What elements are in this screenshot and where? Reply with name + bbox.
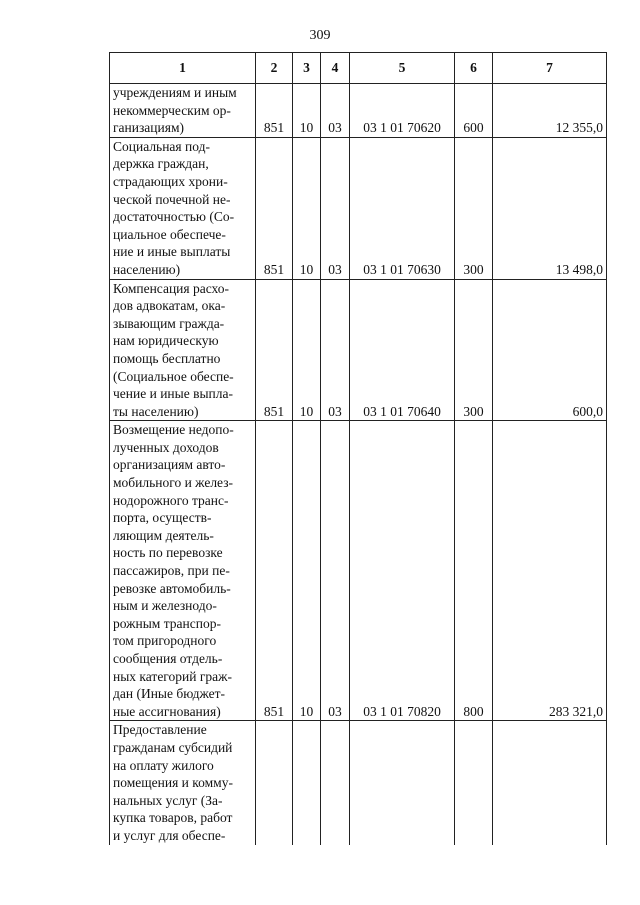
description-line: учреждениям и иным [113, 85, 237, 100]
row-admin-code [256, 721, 293, 845]
description-line: ганизациям) [113, 120, 185, 136]
description-line: и услуг для обеспе- [113, 827, 226, 843]
row-target-article: 03 1 01 70820 [350, 421, 455, 721]
table-row [110, 84, 607, 138]
description-line: помощь бесплатно [113, 350, 221, 366]
table-row [110, 721, 607, 845]
description-line: Предоставление [113, 722, 207, 738]
row-description [110, 84, 256, 138]
description-line: ревозке автомобиль- [113, 580, 231, 596]
row-target-article: 03 1 01 70620 [350, 84, 455, 138]
description-line: циальное обеспече- [113, 226, 226, 242]
row-expense-type: 600 [455, 84, 493, 138]
description-line: некоммерческим ор- [113, 102, 231, 118]
table-row [110, 279, 607, 421]
row-amount: 13 498,0 [493, 137, 607, 279]
description-line: ность по перевозке [113, 545, 223, 561]
description-line: (Социальное обеспе- [113, 368, 234, 384]
description-line: помещения и комму- [113, 775, 233, 791]
description-line: чение и иные выпла- [113, 386, 233, 402]
row-expense-type [455, 721, 493, 845]
description-line: том пригородного [113, 633, 217, 649]
description-line: ные ассигнования) [113, 703, 221, 719]
row-subsection-code: 03 [321, 137, 350, 279]
description-line: дов адвокатам, ока- [113, 298, 226, 314]
description-line: ние и иные выплаты [113, 244, 231, 260]
row-target-article: 03 1 01 70640 [350, 279, 455, 421]
row-amount: 283 321,0 [493, 421, 607, 721]
row-admin-code: 851 [256, 279, 293, 421]
description-line: ных категорий граж- [113, 668, 232, 684]
description-line: нам юридическую [113, 333, 219, 349]
row-expense-type: 800 [455, 421, 493, 721]
header-col-5: 5 [350, 53, 455, 84]
row-subsection-code: 03 [321, 84, 350, 138]
table-row [110, 421, 607, 721]
description-line: ляющим деятель- [113, 527, 214, 543]
row-subsection-code [321, 721, 350, 845]
header-col-7: 7 [493, 53, 607, 84]
description-line: дан (Иные бюджет- [113, 686, 226, 702]
row-expense-type: 300 [455, 279, 493, 421]
header-col-4: 4 [321, 53, 350, 84]
row-target-article [350, 721, 455, 845]
row-section-code [293, 721, 321, 845]
description-line: на оплату жилого [113, 757, 214, 773]
row-amount [493, 721, 607, 845]
row-description [110, 137, 256, 279]
description-line: держка граждан, [113, 156, 209, 172]
description-line: нодорожного транс- [113, 492, 229, 508]
description-line: пассажиров, при пе- [113, 563, 230, 579]
table-row [110, 137, 607, 279]
row-description [110, 279, 256, 421]
description-line: Компенсация расхо- [113, 280, 230, 296]
description-line: мобильного и желез- [113, 475, 234, 491]
row-section-code: 10 [293, 279, 321, 421]
description-line: гражданам субсидий [113, 739, 233, 755]
description-line: достаточностью (Со- [113, 209, 235, 225]
row-description [110, 721, 256, 845]
row-admin-code: 851 [256, 84, 293, 138]
row-admin-code: 851 [256, 421, 293, 721]
description-line: Социальная под- [113, 138, 210, 154]
row-admin-code: 851 [256, 137, 293, 279]
page-number: 309 [309, 28, 331, 43]
description-line: сообщения отдель- [113, 651, 223, 666]
description-line: порта, осуществ- [113, 510, 212, 526]
header-col-6: 6 [455, 53, 493, 84]
row-target-article: 03 1 01 70630 [350, 137, 455, 279]
description-line: купка товаров, работ [113, 810, 233, 826]
row-section-code: 10 [293, 421, 321, 721]
row-description [110, 421, 256, 721]
row-expense-type: 300 [455, 137, 493, 279]
description-line: Возмещение недопо- [113, 422, 234, 438]
description-line: ческой почечной не- [113, 191, 231, 207]
header-col-1: 1 [110, 53, 256, 84]
row-amount: 12 355,0 [493, 84, 607, 138]
header-row [110, 53, 607, 84]
description-line: страдающих хрони- [113, 173, 228, 189]
row-section-code: 10 [293, 137, 321, 279]
budget-table [109, 52, 607, 845]
description-line: ным и железнодо- [113, 598, 217, 614]
header-col-3: 3 [293, 53, 321, 84]
table-body [110, 84, 607, 845]
description-line: нальных услуг (За- [113, 792, 223, 808]
description-line: лученных доходов [113, 439, 219, 455]
row-subsection-code: 03 [321, 279, 350, 421]
row-subsection-code: 03 [321, 421, 350, 721]
description-line: зывающим гражда- [113, 315, 225, 331]
description-line: населению) [113, 261, 181, 277]
description-line: рожным транспор- [113, 615, 221, 631]
header-col-2: 2 [256, 53, 293, 84]
row-section-code: 10 [293, 84, 321, 138]
description-line: ты населению) [113, 403, 199, 419]
row-amount: 600,0 [493, 279, 607, 421]
description-line: организациям авто- [113, 457, 226, 473]
